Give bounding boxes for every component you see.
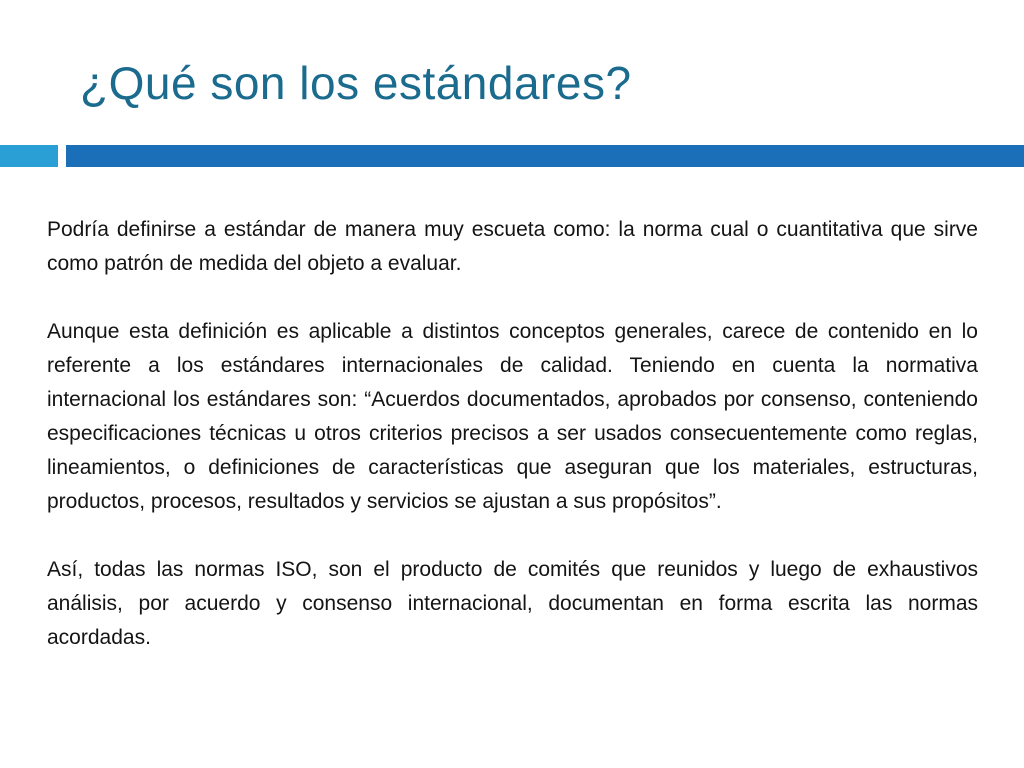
paragraph-international-definition: Aunque esta definición es aplicable a distintos conceptos generales, carece de contenido en lo referente a los estándares internacionales de calidad. Teniendo en cuenta la normativa internacional los estándares son: “Acuerdos documentados, aprobados por consenso, conteniendo especificaciones técnicas u otros criterios precisos a ser usados consecuentemente como reglas, lineamientos, o definiciones de características que aseguran que los materiales, estructuras, productos, procesos, resultados y servicios se ajustan a sus propósitos”. (47, 320, 978, 513)
slide-body (47, 213, 978, 655)
title-underline-accent-left (0, 145, 58, 167)
paragraph-iso-norms: Así, todas las normas ISO, son el producto de comités que reunidos y luego de exhaustivos análisis, por acuerdo y consenso internacional, documentan en forma escrita las normas acordadas. (47, 558, 978, 649)
slide-title: ¿Qué son los estándares? (80, 57, 632, 109)
paragraph-definition: Podría definirse a estándar de manera muy escueta como: la norma cual o cuantitativa que sirve como patrón de medida del objeto a evaluar. (47, 218, 978, 275)
title-underline-accent-right (66, 145, 1024, 167)
